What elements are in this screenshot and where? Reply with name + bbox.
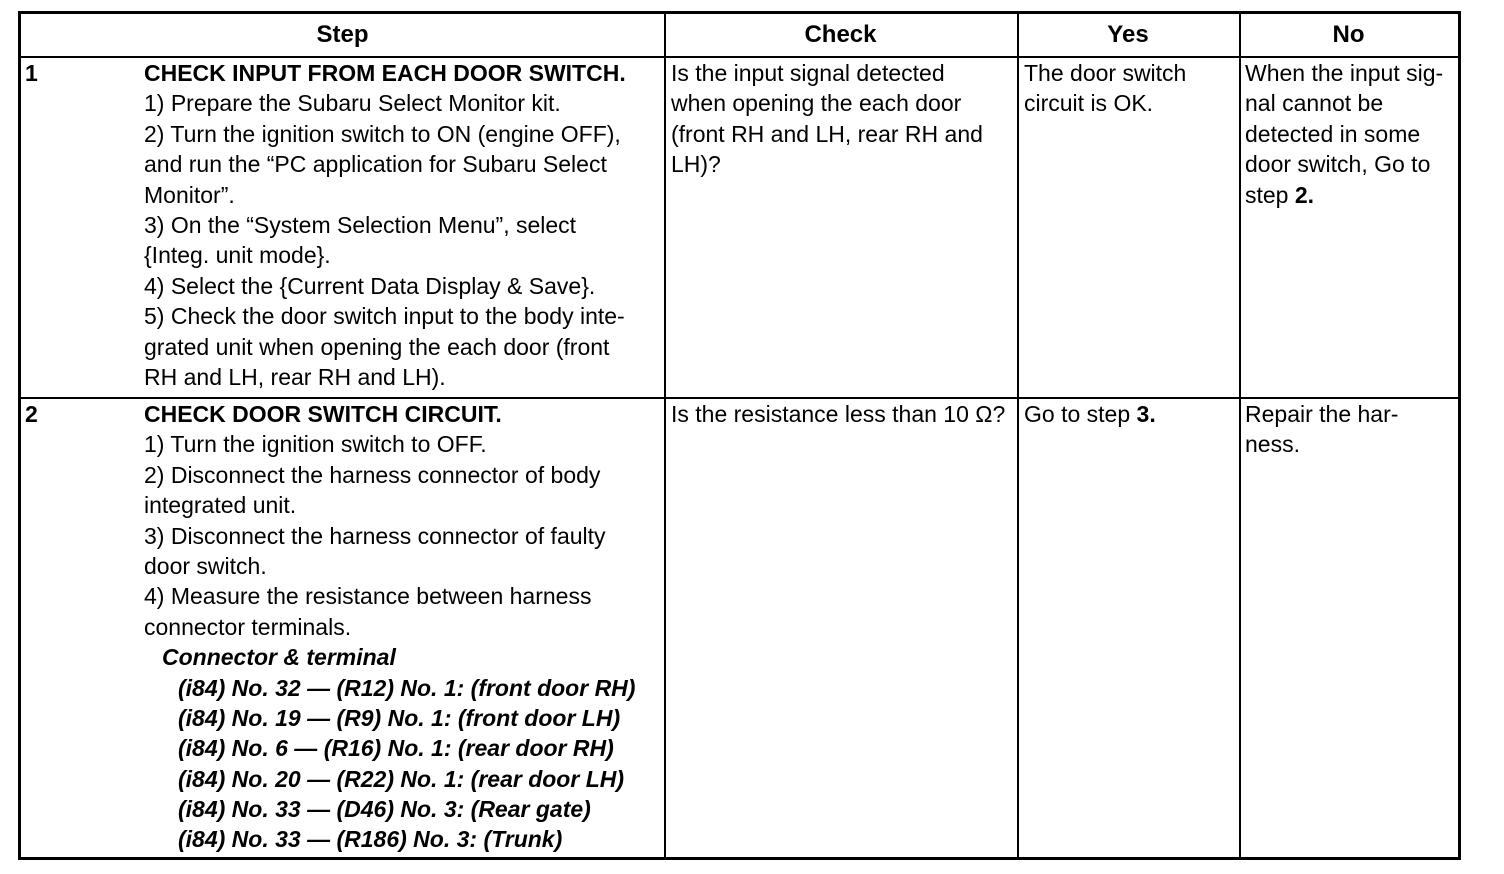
step-instructions — [144, 399, 635, 855]
no-line: door switch, Go to — [1245, 151, 1431, 178]
connector-terminal: (i84) No. 20 — (R22) No. 1: (rear door LH) — [178, 765, 625, 792]
diagnostic-table — [18, 11, 1461, 860]
instruction-line: RH and LH, rear RH and LH). — [144, 363, 446, 390]
header-step: Step — [316, 21, 369, 48]
step-reference[interactable]: 2 — [1294, 181, 1308, 208]
connector-terminal: (i84) No. 33 — (D46) No. 3: (Rear gate) — [178, 796, 591, 823]
instruction-line: 1) Turn the ignition switch to OFF. — [144, 431, 487, 458]
yes-text: Go to step — [1024, 401, 1137, 427]
no-result — [1245, 58, 1443, 210]
yes-line: The door switch — [1024, 60, 1187, 86]
step-title: CHECK INPUT FROM EACH DOOR SWITCH. — [144, 60, 626, 86]
yes-result — [1024, 58, 1186, 119]
no-line: ness. — [1245, 431, 1300, 458]
column-divider — [664, 14, 666, 857]
header-yes: Yes — [1107, 21, 1149, 48]
step-number: 1 — [25, 60, 38, 86]
yes-result — [1024, 399, 1156, 429]
header-check: Check — [804, 21, 877, 48]
step-title: CHECK DOOR SWITCH CIRCUIT. — [144, 401, 502, 427]
connector-terminal: (i84) No. 32 — (R12) No. 1: (front door RH) — [178, 674, 636, 701]
no-text: . — [1307, 181, 1315, 208]
check-line: Is the input signal detected — [671, 60, 945, 86]
instruction-line: grated unit when opening the each door (front — [144, 333, 610, 360]
column-divider — [1017, 14, 1019, 857]
instruction-line: 3) On the “System Selection Menu”, select — [144, 211, 577, 238]
check-question — [671, 399, 1005, 429]
yes-text: . — [1149, 401, 1156, 427]
no-line: nal cannot be — [1245, 90, 1384, 117]
check-line: Is the resistance less than 10 Ω? — [671, 401, 1006, 427]
instruction-line: 2) Disconnect the harness connector of body — [144, 461, 601, 488]
check-line: (front RH and LH, rear RH and — [671, 120, 983, 147]
no-text: step — [1245, 181, 1295, 208]
no-line: When the input sig- — [1245, 60, 1444, 86]
connector-terminal: (i84) No. 19 — (R9) No. 1: (front door LH) — [178, 704, 621, 731]
yes-line: circuit is OK. — [1024, 90, 1154, 117]
check-line: when opening the each door — [671, 90, 962, 117]
instruction-line: 5) Check the door switch input to the body inte- — [144, 303, 625, 330]
check-question — [671, 58, 983, 180]
instruction-line: {Integ. unit mode}. — [144, 242, 331, 269]
yes-line — [1024, 399, 1156, 429]
instruction-line: 4) Measure the resistance between harness — [144, 583, 592, 610]
instruction-line: connector terminals. — [144, 613, 352, 640]
connector-terminal: (i84) No. 33 — (R186) No. 3: (Trunk) — [178, 826, 563, 853]
instruction-line: 1) Prepare the Subaru Select Monitor kit. — [144, 90, 561, 117]
column-divider — [1239, 14, 1241, 857]
instruction-line: door switch. — [144, 552, 267, 579]
connector-terminal: (i84) No. 6 — (R16) No. 1: (rear door RH) — [178, 735, 614, 762]
instruction-line: Monitor”. — [144, 181, 235, 208]
instruction-line: integrated unit. — [144, 492, 297, 519]
no-line — [1245, 180, 1443, 210]
header-no: No — [1332, 21, 1365, 48]
instruction-line: 3) Disconnect the harness connector of faulty — [144, 522, 606, 549]
step-instructions — [144, 58, 626, 392]
step-number: 2 — [25, 401, 38, 427]
connector-title: Connector & terminal — [162, 644, 396, 671]
check-line: LH)? — [671, 151, 721, 178]
instruction-line: and run the “PC application for Subaru Select — [144, 151, 607, 178]
no-line: detected in some — [1245, 120, 1421, 147]
no-line: Repair the har- — [1245, 401, 1399, 427]
instruction-line: 4) Select the {Current Data Display & Save}. — [144, 272, 596, 299]
no-result — [1245, 399, 1398, 460]
instruction-line: 2) Turn the ignition switch to ON (engine OFF), — [144, 120, 621, 147]
step-reference[interactable]: 3 — [1136, 401, 1150, 427]
